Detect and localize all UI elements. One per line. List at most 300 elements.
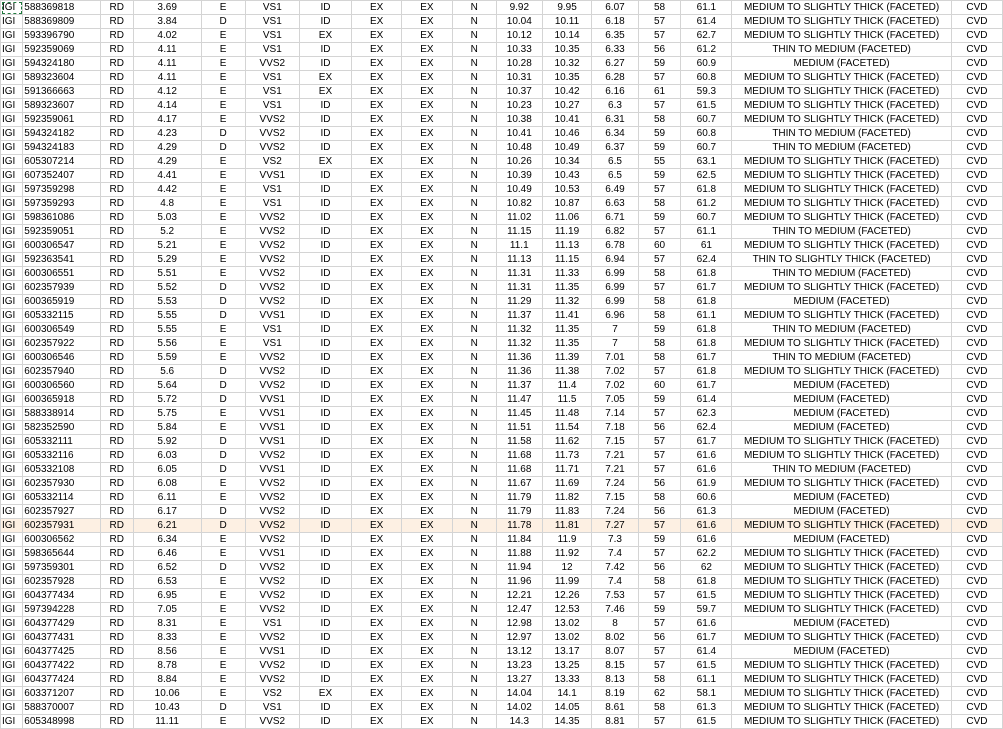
cell-depth-mm[interactable]: 8.07 [592, 645, 638, 659]
cell-symmetry[interactable]: EX [402, 1, 452, 15]
cell-girdle[interactable]: MEDIUM TO SLIGHTLY THICK (FACETED) [732, 603, 952, 617]
cell-color[interactable]: E [201, 645, 245, 659]
cell-shape[interactable]: RD [100, 43, 133, 57]
cell-polish[interactable]: EX [352, 1, 402, 15]
cell-shape[interactable]: RD [100, 365, 133, 379]
cell-color[interactable]: D [201, 281, 245, 295]
cell-cut[interactable]: EX [299, 687, 351, 701]
cell-clarity[interactable]: VS1 [245, 1, 299, 15]
cell-table-pct[interactable]: 57 [638, 547, 681, 561]
cell-carat[interactable]: 5.55 [133, 323, 201, 337]
cell-cut[interactable]: ID [299, 197, 351, 211]
cell-lab[interactable]: IGI [1, 15, 23, 29]
cell-clarity[interactable]: VVS2 [245, 239, 299, 253]
cell-carat[interactable]: 4.11 [133, 57, 201, 71]
cell-symmetry[interactable]: EX [402, 141, 452, 155]
cell-fluorescence[interactable]: N [452, 631, 496, 645]
cell-girdle[interactable]: MEDIUM (FACETED) [732, 393, 952, 407]
cell-clarity[interactable]: VVS2 [245, 505, 299, 519]
cell-polish[interactable]: EX [352, 337, 402, 351]
cell-polish[interactable]: EX [352, 547, 402, 561]
cell-growth-type[interactable]: CVD [951, 715, 1002, 729]
cell-measure-min[interactable]: 10.04 [496, 15, 542, 29]
cell-polish[interactable]: EX [352, 141, 402, 155]
cell-lab[interactable]: IGI [1, 421, 23, 435]
cell-measure-min[interactable]: 11.94 [496, 561, 542, 575]
cell-polish[interactable]: EX [352, 281, 402, 295]
cell-measure-max[interactable]: 11.54 [542, 421, 592, 435]
cell-shape[interactable]: RD [100, 617, 133, 631]
cell-table-pct[interactable]: 57 [638, 71, 681, 85]
cell-carat[interactable]: 8.56 [133, 645, 201, 659]
cell-lab[interactable]: IGI [1, 435, 23, 449]
cell-measure-max[interactable]: 14.35 [542, 715, 592, 729]
cell-carat[interactable]: 3.69 [133, 1, 201, 15]
cell-clarity[interactable]: VVS2 [245, 477, 299, 491]
cell-measure-max[interactable]: 13.02 [542, 631, 592, 645]
cell-measure-max[interactable]: 13.17 [542, 645, 592, 659]
cell-shape[interactable]: RD [100, 547, 133, 561]
cell-cut[interactable]: ID [299, 421, 351, 435]
cell-depth-mm[interactable]: 7.24 [592, 505, 638, 519]
cell-growth-type[interactable]: CVD [951, 407, 1002, 421]
cell-growth-type[interactable]: CVD [951, 701, 1002, 715]
cell-polish[interactable]: EX [352, 701, 402, 715]
cell-clarity[interactable]: VVS2 [245, 253, 299, 267]
cell-girdle[interactable]: MEDIUM (FACETED) [732, 57, 952, 71]
cell-polish[interactable]: EX [352, 687, 402, 701]
cell-measure-min[interactable]: 10.28 [496, 57, 542, 71]
cell-clarity[interactable]: VS1 [245, 99, 299, 113]
cell-color[interactable]: E [201, 197, 245, 211]
cell-depth-pct[interactable]: 62.2 [681, 547, 732, 561]
cell-report-number[interactable]: 600306560 [23, 379, 100, 393]
cell-carat[interactable]: 4.42 [133, 183, 201, 197]
cell-table-pct[interactable]: 55 [638, 155, 681, 169]
cell-cut[interactable]: ID [299, 673, 351, 687]
cell-measure-max[interactable]: 10.53 [542, 183, 592, 197]
cell-shape[interactable]: RD [100, 99, 133, 113]
cell-report-number[interactable]: 604377434 [23, 589, 100, 603]
cell-report-number[interactable]: 605332111 [23, 435, 100, 449]
cell-depth-mm[interactable]: 7.46 [592, 603, 638, 617]
cell-table-pct[interactable]: 57 [638, 365, 681, 379]
cell-depth-mm[interactable]: 6.3 [592, 99, 638, 113]
cell-report-number[interactable]: 605332115 [23, 309, 100, 323]
cell-growth-type[interactable]: CVD [951, 141, 1002, 155]
cell-growth-type[interactable]: CVD [951, 1, 1002, 15]
cell-shape[interactable]: RD [100, 169, 133, 183]
cell-polish[interactable]: EX [352, 673, 402, 687]
cell-girdle[interactable]: MEDIUM TO SLIGHTLY THICK (FACETED) [732, 575, 952, 589]
cell-table-pct[interactable]: 57 [638, 281, 681, 295]
cell-depth-pct[interactable]: 62.3 [681, 407, 732, 421]
cell-measure-min[interactable]: 9.92 [496, 1, 542, 15]
cell-table-pct[interactable]: 58 [638, 197, 681, 211]
cell-girdle[interactable]: MEDIUM TO SLIGHTLY THICK (FACETED) [732, 715, 952, 729]
cell-girdle[interactable]: THIN TO MEDIUM (FACETED) [732, 127, 952, 141]
cell-cut[interactable]: ID [299, 645, 351, 659]
cell-clarity[interactable]: VVS1 [245, 435, 299, 449]
cell-report-number[interactable]: 602357922 [23, 337, 100, 351]
cell-clarity[interactable]: VVS2 [245, 449, 299, 463]
cell-shape[interactable]: RD [100, 477, 133, 491]
cell-shape[interactable]: RD [100, 575, 133, 589]
cell-measure-max[interactable]: 11.81 [542, 519, 592, 533]
cell-fluorescence[interactable]: N [452, 603, 496, 617]
cell-table-pct[interactable]: 58 [638, 701, 681, 715]
cell-lab[interactable]: IGI [1, 225, 23, 239]
cell-carat[interactable]: 5.55 [133, 309, 201, 323]
cell-carat[interactable]: 5.03 [133, 211, 201, 225]
cell-report-number[interactable]: 604377424 [23, 673, 100, 687]
cell-color[interactable]: E [201, 547, 245, 561]
cell-depth-mm[interactable]: 8.61 [592, 701, 638, 715]
cell-depth-pct[interactable]: 60.9 [681, 57, 732, 71]
cell-cut[interactable]: ID [299, 449, 351, 463]
cell-color[interactable]: E [201, 617, 245, 631]
cell-fluorescence[interactable]: N [452, 505, 496, 519]
cell-shape[interactable]: RD [100, 127, 133, 141]
cell-cut[interactable]: ID [299, 575, 351, 589]
cell-cut[interactable]: EX [299, 71, 351, 85]
cell-table-pct[interactable]: 57 [638, 225, 681, 239]
cell-color[interactable]: E [201, 71, 245, 85]
cell-polish[interactable]: EX [352, 617, 402, 631]
cell-shape[interactable]: RD [100, 435, 133, 449]
cell-shape[interactable]: RD [100, 659, 133, 673]
cell-cut[interactable]: ID [299, 225, 351, 239]
cell-fluorescence[interactable]: N [452, 127, 496, 141]
cell-clarity[interactable]: VVS2 [245, 379, 299, 393]
cell-polish[interactable]: EX [352, 309, 402, 323]
cell-report-number[interactable]: 600306562 [23, 533, 100, 547]
cell-fluorescence[interactable]: N [452, 253, 496, 267]
cell-table-pct[interactable]: 57 [638, 407, 681, 421]
cell-lab[interactable]: IGI [1, 379, 23, 393]
cell-symmetry[interactable]: EX [402, 169, 452, 183]
cell-report-number[interactable]: 602357939 [23, 281, 100, 295]
cell-lab[interactable]: IGI [1, 575, 23, 589]
cell-girdle[interactable]: MEDIUM TO SLIGHTLY THICK (FACETED) [732, 281, 952, 295]
cell-depth-mm[interactable]: 7.18 [592, 421, 638, 435]
cell-fluorescence[interactable]: N [452, 57, 496, 71]
cell-depth-mm[interactable]: 6.16 [592, 85, 638, 99]
cell-polish[interactable]: EX [352, 323, 402, 337]
cell-carat[interactable]: 4.29 [133, 155, 201, 169]
cell-growth-type[interactable]: CVD [951, 533, 1002, 547]
cell-symmetry[interactable]: EX [402, 71, 452, 85]
cell-cut[interactable]: ID [299, 309, 351, 323]
cell-measure-min[interactable]: 10.82 [496, 197, 542, 211]
cell-depth-pct[interactable]: 61.2 [681, 43, 732, 57]
cell-girdle[interactable]: MEDIUM TO SLIGHTLY THICK (FACETED) [732, 687, 952, 701]
cell-color[interactable]: E [201, 477, 245, 491]
cell-measure-min[interactable]: 12.47 [496, 603, 542, 617]
cell-lab[interactable]: IGI [1, 365, 23, 379]
cell-measure-max[interactable]: 11.39 [542, 351, 592, 365]
cell-symmetry[interactable]: EX [402, 547, 452, 561]
cell-growth-type[interactable]: CVD [951, 631, 1002, 645]
cell-clarity[interactable]: VVS2 [245, 589, 299, 603]
cell-depth-mm[interactable]: 8 [592, 617, 638, 631]
cell-shape[interactable]: RD [100, 449, 133, 463]
cell-shape[interactable]: RD [100, 211, 133, 225]
cell-depth-pct[interactable]: 61.6 [681, 449, 732, 463]
cell-color[interactable]: D [201, 393, 245, 407]
cell-depth-mm[interactable]: 6.33 [592, 43, 638, 57]
cell-lab[interactable]: IGI [1, 43, 23, 57]
cell-symmetry[interactable]: EX [402, 29, 452, 43]
cell-fluorescence[interactable]: N [452, 351, 496, 365]
cell-table-pct[interactable]: 60 [638, 379, 681, 393]
cell-cut[interactable]: ID [299, 631, 351, 645]
cell-symmetry[interactable]: EX [402, 617, 452, 631]
cell-clarity[interactable]: VVS1 [245, 421, 299, 435]
cell-girdle[interactable]: MEDIUM TO SLIGHTLY THICK (FACETED) [732, 309, 952, 323]
cell-depth-mm[interactable]: 6.63 [592, 197, 638, 211]
cell-report-number[interactable]: 602357930 [23, 477, 100, 491]
cell-carat[interactable]: 5.29 [133, 253, 201, 267]
cell-color[interactable]: D [201, 295, 245, 309]
cell-measure-min[interactable]: 10.49 [496, 183, 542, 197]
cell-symmetry[interactable]: EX [402, 253, 452, 267]
cell-depth-mm[interactable]: 6.35 [592, 29, 638, 43]
cell-girdle[interactable]: MEDIUM TO SLIGHTLY THICK (FACETED) [732, 155, 952, 169]
cell-polish[interactable]: EX [352, 505, 402, 519]
cell-report-number[interactable]: 605348998 [23, 715, 100, 729]
cell-report-number[interactable]: 604377425 [23, 645, 100, 659]
cell-carat[interactable]: 8.31 [133, 617, 201, 631]
cell-girdle[interactable]: MEDIUM (FACETED) [732, 295, 952, 309]
cell-clarity[interactable]: VVS1 [245, 463, 299, 477]
cell-depth-mm[interactable]: 7 [592, 337, 638, 351]
cell-measure-max[interactable]: 11.41 [542, 309, 592, 323]
cell-polish[interactable]: EX [352, 29, 402, 43]
cell-lab[interactable]: IGI [1, 701, 23, 715]
cell-report-number[interactable]: 588370007 [23, 701, 100, 715]
cell-fluorescence[interactable]: N [452, 225, 496, 239]
cell-carat[interactable]: 6.08 [133, 477, 201, 491]
cell-measure-min[interactable]: 11.13 [496, 253, 542, 267]
cell-measure-min[interactable]: 13.23 [496, 659, 542, 673]
cell-carat[interactable]: 5.6 [133, 365, 201, 379]
cell-table-pct[interactable]: 56 [638, 561, 681, 575]
cell-symmetry[interactable]: EX [402, 337, 452, 351]
cell-measure-min[interactable]: 11.68 [496, 463, 542, 477]
cell-lab[interactable]: IGI [1, 561, 23, 575]
cell-shape[interactable]: RD [100, 351, 133, 365]
cell-clarity[interactable]: VVS2 [245, 659, 299, 673]
cell-depth-mm[interactable]: 6.71 [592, 211, 638, 225]
cell-shape[interactable]: RD [100, 645, 133, 659]
cell-growth-type[interactable]: CVD [951, 589, 1002, 603]
cell-color[interactable]: E [201, 183, 245, 197]
cell-symmetry[interactable]: EX [402, 323, 452, 337]
cell-girdle[interactable]: MEDIUM (FACETED) [732, 645, 952, 659]
cell-color[interactable]: D [201, 561, 245, 575]
cell-depth-pct[interactable]: 61.8 [681, 365, 732, 379]
cell-fluorescence[interactable]: N [452, 673, 496, 687]
cell-girdle[interactable]: THIN TO MEDIUM (FACETED) [732, 463, 952, 477]
cell-measure-max[interactable]: 11.92 [542, 547, 592, 561]
cell-lab[interactable]: IGI [1, 659, 23, 673]
cell-fluorescence[interactable]: N [452, 99, 496, 113]
cell-measure-min[interactable]: 11.1 [496, 239, 542, 253]
cell-depth-pct[interactable]: 59.3 [681, 85, 732, 99]
cell-symmetry[interactable]: EX [402, 435, 452, 449]
cell-color[interactable]: D [201, 435, 245, 449]
cell-fluorescence[interactable]: N [452, 435, 496, 449]
cell-carat[interactable]: 4.8 [133, 197, 201, 211]
cell-girdle[interactable]: MEDIUM TO SLIGHTLY THICK (FACETED) [732, 113, 952, 127]
cell-lab[interactable]: IGI [1, 29, 23, 43]
cell-clarity[interactable]: VVS2 [245, 533, 299, 547]
cell-lab[interactable]: IGI [1, 617, 23, 631]
cell-cut[interactable]: EX [299, 29, 351, 43]
cell-fluorescence[interactable]: N [452, 393, 496, 407]
cell-lab[interactable]: IGI [1, 71, 23, 85]
cell-clarity[interactable]: VS1 [245, 29, 299, 43]
cell-fluorescence[interactable]: N [452, 183, 496, 197]
cell-carat[interactable]: 6.34 [133, 533, 201, 547]
cell-table-pct[interactable]: 56 [638, 477, 681, 491]
cell-carat[interactable]: 6.17 [133, 505, 201, 519]
cell-cut[interactable]: ID [299, 253, 351, 267]
cell-cut[interactable]: ID [299, 505, 351, 519]
cell-report-number[interactable]: 600306551 [23, 267, 100, 281]
cell-growth-type[interactable]: CVD [951, 267, 1002, 281]
cell-depth-pct[interactable]: 60.7 [681, 141, 732, 155]
cell-cut[interactable]: ID [299, 1, 351, 15]
cell-fluorescence[interactable]: N [452, 561, 496, 575]
cell-depth-mm[interactable]: 7.05 [592, 393, 638, 407]
cell-table-pct[interactable]: 57 [638, 183, 681, 197]
cell-cut[interactable]: ID [299, 15, 351, 29]
cell-measure-max[interactable]: 10.87 [542, 197, 592, 211]
cell-carat[interactable]: 10.43 [133, 701, 201, 715]
cell-color[interactable]: E [201, 659, 245, 673]
cell-clarity[interactable]: VVS2 [245, 267, 299, 281]
cell-report-number[interactable]: 605307214 [23, 155, 100, 169]
cell-symmetry[interactable]: EX [402, 477, 452, 491]
cell-symmetry[interactable]: EX [402, 155, 452, 169]
cell-girdle[interactable]: MEDIUM TO SLIGHTLY THICK (FACETED) [732, 183, 952, 197]
cell-report-number[interactable]: 600306546 [23, 351, 100, 365]
cell-clarity[interactable]: VVS2 [245, 113, 299, 127]
cell-shape[interactable]: RD [100, 463, 133, 477]
cell-lab[interactable]: IGI [1, 407, 23, 421]
cell-polish[interactable]: EX [352, 575, 402, 589]
cell-fluorescence[interactable]: N [452, 85, 496, 99]
cell-shape[interactable]: RD [100, 183, 133, 197]
cell-carat[interactable]: 6.46 [133, 547, 201, 561]
cell-girdle[interactable]: MEDIUM (FACETED) [732, 617, 952, 631]
cell-carat[interactable]: 4.23 [133, 127, 201, 141]
cell-girdle[interactable]: MEDIUM TO SLIGHTLY THICK (FACETED) [732, 631, 952, 645]
cell-depth-pct[interactable]: 61.7 [681, 281, 732, 295]
cell-growth-type[interactable]: CVD [951, 547, 1002, 561]
cell-clarity[interactable]: VS1 [245, 197, 299, 211]
cell-depth-mm[interactable]: 6.94 [592, 253, 638, 267]
cell-color[interactable]: D [201, 379, 245, 393]
cell-carat[interactable]: 4.11 [133, 71, 201, 85]
cell-symmetry[interactable]: EX [402, 15, 452, 29]
cell-measure-max[interactable]: 10.14 [542, 29, 592, 43]
cell-depth-mm[interactable]: 6.82 [592, 225, 638, 239]
cell-table-pct[interactable]: 56 [638, 631, 681, 645]
cell-cut[interactable]: ID [299, 295, 351, 309]
cell-polish[interactable]: EX [352, 197, 402, 211]
cell-color[interactable]: E [201, 225, 245, 239]
cell-measure-min[interactable]: 11.88 [496, 547, 542, 561]
cell-measure-min[interactable]: 10.37 [496, 85, 542, 99]
cell-depth-mm[interactable]: 7.21 [592, 449, 638, 463]
cell-clarity[interactable]: VS1 [245, 43, 299, 57]
cell-measure-min[interactable]: 11.36 [496, 365, 542, 379]
cell-depth-pct[interactable]: 61.8 [681, 337, 732, 351]
cell-symmetry[interactable]: EX [402, 99, 452, 113]
cell-depth-pct[interactable]: 61.6 [681, 617, 732, 631]
cell-girdle[interactable]: MEDIUM (FACETED) [732, 533, 952, 547]
cell-cut[interactable]: ID [299, 561, 351, 575]
cell-cut[interactable]: ID [299, 211, 351, 225]
cell-report-number[interactable]: 605332114 [23, 491, 100, 505]
cell-color[interactable]: E [201, 253, 245, 267]
cell-measure-min[interactable]: 12.97 [496, 631, 542, 645]
cell-depth-pct[interactable]: 61.7 [681, 631, 732, 645]
cell-table-pct[interactable]: 58 [638, 337, 681, 351]
cell-lab[interactable]: IGI [1, 267, 23, 281]
cell-depth-mm[interactable]: 6.37 [592, 141, 638, 155]
cell-depth-pct[interactable]: 59.7 [681, 603, 732, 617]
cell-carat[interactable]: 4.02 [133, 29, 201, 43]
cell-symmetry[interactable]: EX [402, 309, 452, 323]
cell-color[interactable]: D [201, 701, 245, 715]
cell-carat[interactable]: 5.64 [133, 379, 201, 393]
cell-depth-mm[interactable]: 6.28 [592, 71, 638, 85]
cell-cut[interactable]: ID [299, 603, 351, 617]
cell-polish[interactable]: EX [352, 15, 402, 29]
cell-carat[interactable]: 8.84 [133, 673, 201, 687]
cell-measure-min[interactable]: 10.12 [496, 29, 542, 43]
cell-measure-min[interactable]: 11.37 [496, 309, 542, 323]
cell-table-pct[interactable]: 57 [638, 29, 681, 43]
cell-cut[interactable]: ID [299, 323, 351, 337]
cell-growth-type[interactable]: CVD [951, 239, 1002, 253]
cell-lab[interactable]: IGI [1, 337, 23, 351]
cell-fluorescence[interactable]: N [452, 71, 496, 85]
cell-fluorescence[interactable]: N [452, 141, 496, 155]
cell-symmetry[interactable]: EX [402, 561, 452, 575]
cell-polish[interactable]: EX [352, 561, 402, 575]
cell-girdle[interactable]: MEDIUM TO SLIGHTLY THICK (FACETED) [732, 449, 952, 463]
cell-measure-max[interactable]: 11.48 [542, 407, 592, 421]
cell-polish[interactable]: EX [352, 645, 402, 659]
cell-depth-pct[interactable]: 61.6 [681, 463, 732, 477]
cell-table-pct[interactable]: 62 [638, 687, 681, 701]
cell-polish[interactable]: EX [352, 519, 402, 533]
cell-depth-mm[interactable]: 6.34 [592, 127, 638, 141]
cell-growth-type[interactable]: CVD [951, 309, 1002, 323]
cell-cut[interactable]: ID [299, 281, 351, 295]
cell-depth-mm[interactable]: 7.4 [592, 575, 638, 589]
cell-table-pct[interactable]: 59 [638, 57, 681, 71]
cell-report-number[interactable]: 589323604 [23, 71, 100, 85]
cell-fluorescence[interactable]: N [452, 645, 496, 659]
cell-growth-type[interactable]: CVD [951, 603, 1002, 617]
cell-symmetry[interactable]: EX [402, 183, 452, 197]
